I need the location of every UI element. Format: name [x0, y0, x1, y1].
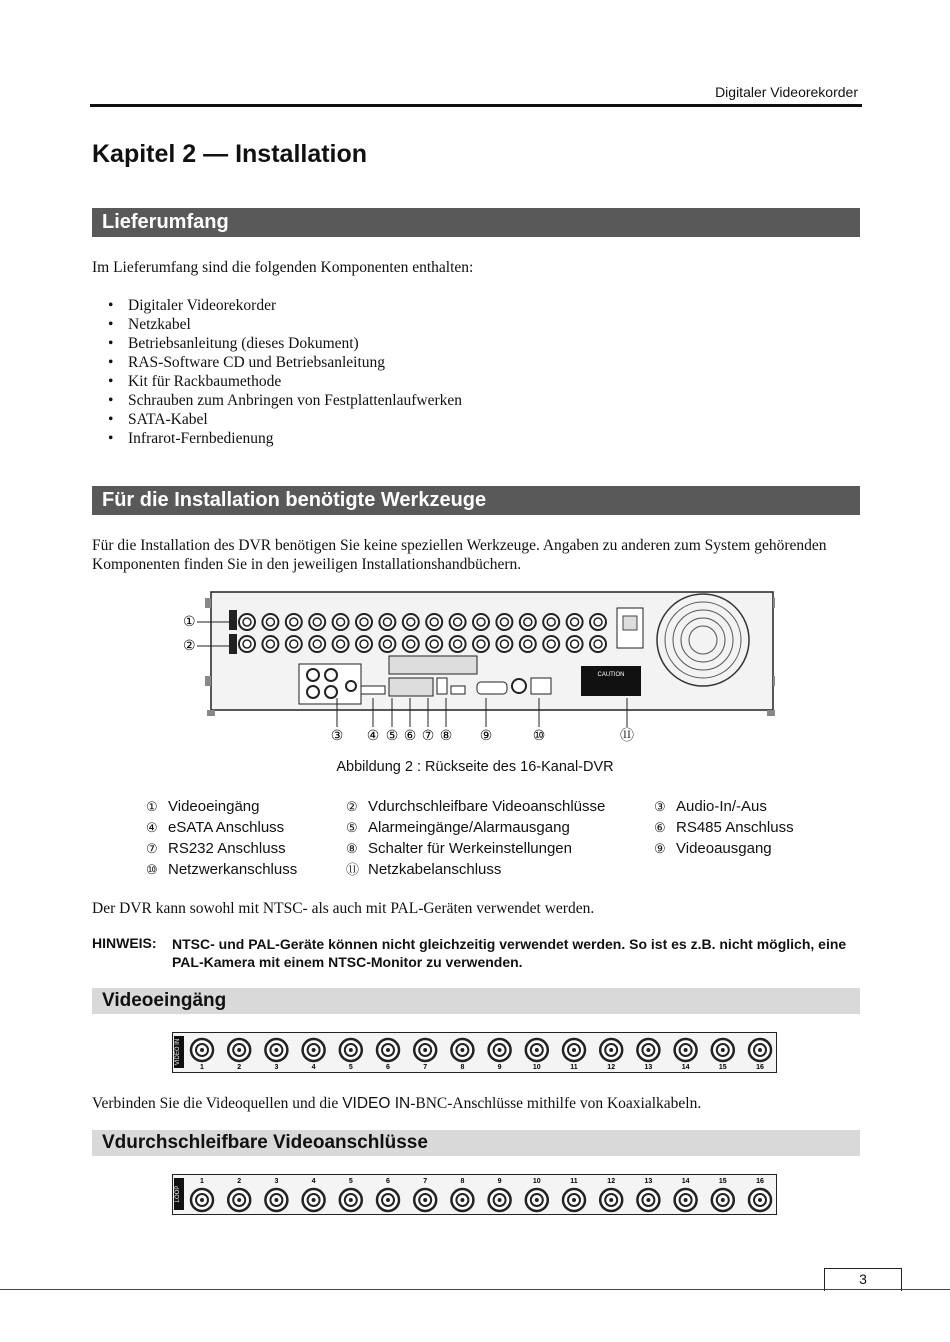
- bnc-connector: [403, 636, 419, 652]
- bnc-connector: [333, 636, 349, 652]
- ntsc-pal-text: Der DVR kann sowohl mit NTSC- als auch mit PAL-Geräten verwendet werden.: [92, 900, 595, 917]
- connector-number: 6: [386, 1178, 390, 1185]
- legend-number: ③: [654, 799, 666, 814]
- bnc-connector: [303, 1039, 325, 1061]
- bnc-connector: [286, 636, 302, 652]
- connector-number: 14: [681, 1064, 690, 1071]
- connector-number: 15: [718, 1064, 727, 1071]
- list-item-text: Digitaler Videorekorder: [128, 297, 277, 314]
- section-title-videoeingang: Videoeingäng: [92, 988, 860, 1014]
- legend-label: RS485 Anschluss: [676, 819, 794, 836]
- rs232-port: [477, 682, 507, 694]
- figure-caption: Abbildung 2 : Rückseite des 16-Kanal-DVR: [336, 759, 614, 775]
- video-out-connector: [512, 679, 526, 693]
- legend-label: Netzwerkanschluss: [168, 861, 298, 878]
- bnc-connector: [340, 1039, 362, 1061]
- text-part: -BNC-Anschlüsse mithilfe von Koaxialkabeln.: [410, 1095, 702, 1112]
- bnc-connector: [450, 614, 466, 630]
- bnc-connector: [451, 1189, 473, 1211]
- bnc-connector: [303, 1189, 325, 1211]
- package-contents-list: [108, 296, 462, 448]
- bnc-connector: [712, 1189, 734, 1211]
- bnc-connector: [309, 636, 325, 652]
- connector-number: 8: [460, 1064, 465, 1071]
- bnc-connector: [712, 1039, 734, 1061]
- network-port: [531, 678, 551, 694]
- section-title-werkzeuge: Für die Installation benötigte Werkzeuge: [92, 486, 860, 515]
- list-item: • Kit für Rackbaumethode: [108, 373, 282, 390]
- callout-2: ②: [183, 637, 196, 653]
- bnc-connector: [496, 614, 512, 630]
- connector-number: 1: [200, 1178, 204, 1185]
- video-in-tag: [229, 610, 237, 630]
- list-item-text: Schrauben zum Anbringen von Festplattenlaufwerken: [128, 392, 463, 409]
- bnc-connector: [426, 636, 442, 652]
- bnc-connector: [600, 1039, 622, 1061]
- connector-number: 7: [423, 1064, 428, 1071]
- video-in-strip: [172, 1032, 778, 1074]
- bnc-connector: [191, 1189, 213, 1211]
- videoeingang-text: [92, 1094, 864, 1113]
- bnc-connector: [262, 636, 278, 652]
- bnc-connector: [489, 1039, 511, 1061]
- legend-column-2: [346, 796, 605, 880]
- bnc-connector: [590, 614, 606, 630]
- text-part: Verbinden Sie die Videoquellen und die: [92, 1095, 343, 1112]
- bnc-connector: [228, 1189, 250, 1211]
- bnc-connector: [473, 636, 489, 652]
- connector-number: 14: [681, 1178, 690, 1185]
- legend-label: Vdurchschleifbare Videoanschlüsse: [368, 798, 606, 815]
- legend-item: [346, 817, 605, 838]
- connector-number: 10: [532, 1178, 541, 1185]
- page-number: 3: [824, 1268, 902, 1291]
- bnc-connector: [450, 636, 466, 652]
- bnc-connector: [567, 614, 583, 630]
- list-item-text: SATA-Kabel: [128, 411, 208, 428]
- legend-label: Videoeingäng: [168, 798, 260, 815]
- legend-item: [654, 838, 794, 859]
- list-item: • Infrarot-Fernbedienung: [108, 430, 274, 447]
- bnc-connector: [637, 1189, 659, 1211]
- bnc-connector: [426, 614, 442, 630]
- bnc-connector: [749, 1189, 771, 1211]
- legend-number: ⑦: [146, 841, 158, 856]
- connector-number: 12: [607, 1064, 616, 1071]
- callout-3: ③: [330, 727, 344, 743]
- bnc-connector: [543, 636, 559, 652]
- bnc-connector: [414, 1039, 436, 1061]
- bnc-connector: [379, 614, 395, 630]
- bnc-connector: [675, 1039, 697, 1061]
- connector-number: 7: [423, 1178, 428, 1185]
- bnc-connector: [637, 1039, 659, 1061]
- legend-item: [346, 859, 605, 880]
- connector-number: 16: [756, 1064, 764, 1071]
- bnc-connector: [563, 1039, 585, 1061]
- caution-label-text: CAUTION: [597, 672, 625, 678]
- bnc-connector: [377, 1189, 399, 1211]
- legend-label: RS232 Anschluss: [168, 840, 286, 857]
- legend-number: ⑪: [346, 862, 360, 877]
- lieferumfang-intro: Im Lieferumfang sind die folgenden Komponenten enthalten:: [92, 259, 474, 276]
- bnc-connector: [239, 614, 255, 630]
- connector-number: 11: [570, 1178, 578, 1185]
- loop-strip-label: LOOP: [175, 1185, 181, 1203]
- list-item: • SATA-Kabel: [108, 411, 208, 428]
- legend-column-3: [654, 796, 794, 859]
- bnc-connector: [191, 1039, 213, 1061]
- bnc-connector: [749, 1039, 771, 1061]
- bnc-connector: [309, 614, 325, 630]
- connector-number: 15: [718, 1178, 727, 1185]
- bnc-connector: [333, 614, 349, 630]
- connector-number: 9: [497, 1064, 502, 1071]
- bnc-connector: [377, 1039, 399, 1061]
- legend-number: ⑥: [654, 820, 666, 835]
- bnc-connector: [414, 1189, 436, 1211]
- bnc-connector: [286, 614, 302, 630]
- note-text: NTSC- und PAL-Geräte können nicht gleichzeitig verwendet werden. So ist es z.B. nicht möglich, eine PAL-Kamera mit einem NTSC-Monitor zu verwenden.: [172, 936, 847, 970]
- bnc-connector: [356, 636, 372, 652]
- legend-number: ⑧: [346, 841, 358, 856]
- bnc-connector: [228, 1039, 250, 1061]
- list-item: • Betriebsanleitung (dieses Dokument): [108, 335, 359, 352]
- bnc-connector: [239, 636, 255, 652]
- bnc-connector: [567, 636, 583, 652]
- connector-number: 13: [644, 1178, 653, 1185]
- bnc-connector: [489, 1189, 511, 1211]
- legend-column-1: [146, 796, 297, 880]
- callout-6: ⑥: [403, 727, 417, 743]
- bnc-connector: [520, 614, 536, 630]
- note-label: HINWEIS:: [92, 935, 157, 951]
- running-header: Digitaler Videorekorder: [715, 84, 858, 100]
- legend-number: ①: [146, 799, 158, 814]
- loop-strip: [172, 1174, 778, 1216]
- legend-item: [146, 859, 297, 880]
- legend-item: [346, 838, 605, 859]
- bnc-connector: [600, 1189, 622, 1211]
- list-item: • Schrauben zum Anbringen von Festplattenlaufwerken: [108, 392, 463, 409]
- video-in-strip-label: VIDEO IN: [175, 1038, 181, 1066]
- list-item-text: Betriebsanleitung (dieses Dokument): [128, 335, 359, 352]
- connector-number: 10: [532, 1064, 541, 1071]
- bnc-connector: [526, 1039, 548, 1061]
- bnc-connector: [265, 1039, 287, 1061]
- callout-8: ⑧: [439, 727, 453, 743]
- header-rule: [90, 104, 862, 107]
- alarm-terminal-bottom: [389, 678, 433, 696]
- bnc-connector: [563, 1189, 585, 1211]
- bnc-connector: [340, 1189, 362, 1211]
- chapter-title: Kapitel 2 — Installation: [92, 140, 368, 168]
- figure-legend: [146, 796, 846, 886]
- callout-1: ①: [183, 613, 196, 629]
- section-title-lieferumfang: Lieferumfang: [92, 208, 860, 237]
- list-item-text: Netzkabel: [128, 316, 191, 333]
- legend-number: ②: [346, 799, 358, 814]
- bnc-connector: [526, 1189, 548, 1211]
- list-item: • Digitaler Videorekorder: [108, 297, 277, 314]
- list-item-text: Kit für Rackbaumethode: [128, 373, 282, 390]
- callout-4: ④: [366, 727, 380, 743]
- callout-7: ⑦: [421, 727, 435, 743]
- list-item: • RAS-Software CD und Betriebsanleitung: [108, 354, 386, 371]
- legend-label: Alarmeingänge/Alarmausgang: [368, 819, 570, 836]
- legend-item: [346, 796, 605, 817]
- connector-number: 3: [274, 1178, 279, 1185]
- bnc-connector: [451, 1039, 473, 1061]
- bnc-connector: [379, 636, 395, 652]
- connector-number: 5: [348, 1064, 353, 1071]
- loop-tag: [229, 634, 237, 654]
- legend-label: eSATA Anschluss: [168, 819, 285, 836]
- callout-10: ⑩: [532, 727, 546, 743]
- werkzeuge-text: Für die Installation des DVR benötigen Sie keine speziellen Werkzeuge. Angaben zu anderen zum System gehörenden Komponenten finden Sie in den jeweiligen Installationshandbüchern.: [92, 537, 827, 573]
- caution-label: [581, 666, 641, 696]
- connector-number: 9: [497, 1178, 502, 1185]
- connector-number: 4: [311, 1178, 316, 1185]
- legend-label: Netzkabelanschluss: [368, 861, 502, 878]
- legend-number: ⑨: [654, 841, 666, 856]
- bnc-connector: [520, 636, 536, 652]
- bnc-connector: [496, 636, 512, 652]
- legend-label: Videoausgang: [676, 840, 772, 857]
- bnc-connector: [356, 614, 372, 630]
- connector-number: 12: [607, 1178, 616, 1185]
- bnc-connector: [473, 614, 489, 630]
- connector-number: 8: [460, 1178, 465, 1185]
- footer-rule: [0, 1289, 950, 1290]
- connector-number: 16: [756, 1178, 764, 1185]
- connector-number: 5: [348, 1178, 353, 1185]
- connector-number: 2: [237, 1064, 242, 1071]
- legend-number: ⑩: [146, 862, 158, 877]
- legend-item: [654, 796, 794, 817]
- callout-9: ⑨: [479, 727, 493, 743]
- legend-item: [146, 817, 297, 838]
- bnc-connector: [262, 614, 278, 630]
- bnc-connector: [590, 636, 606, 652]
- bnc-connector: [675, 1189, 697, 1211]
- factory-reset-switch: [437, 678, 447, 694]
- legend-number: ④: [146, 820, 158, 835]
- list-item-text: RAS-Software CD und Betriebsanleitung: [128, 354, 386, 371]
- connector-number: 1: [200, 1064, 204, 1071]
- dvr-rear-panel-figure: [175, 586, 775, 746]
- video-in-term: VIDEO IN: [342, 1095, 411, 1112]
- connector-number: 11: [570, 1064, 578, 1071]
- alarm-terminal-top: [389, 656, 477, 674]
- list-item-text: Infrarot-Fernbedienung: [128, 430, 274, 447]
- list-item: • Netzkabel: [108, 316, 191, 333]
- connector-number: 2: [237, 1178, 242, 1185]
- legend-label: Schalter für Werkeinstellungen: [368, 840, 572, 857]
- legend-item: [146, 838, 297, 859]
- legend-item: [146, 796, 297, 817]
- connector-number: 13: [644, 1064, 653, 1071]
- esata-port: [361, 686, 385, 694]
- bnc-connector: [403, 614, 419, 630]
- connector-number: 6: [386, 1064, 390, 1071]
- callout-5: ⑤: [385, 727, 399, 743]
- connector-number: 4: [311, 1064, 316, 1071]
- section-title-loop: Vdurchschleifbare Videoanschlüsse: [92, 1130, 860, 1156]
- bnc-connector: [265, 1189, 287, 1211]
- bnc-connector: [543, 614, 559, 630]
- callout-11: ⑪: [620, 727, 634, 743]
- legend-label: Audio-In/-Aus: [676, 798, 767, 815]
- legend-item: [654, 817, 794, 838]
- legend-number: ⑤: [346, 820, 358, 835]
- connector-number: 3: [274, 1064, 279, 1071]
